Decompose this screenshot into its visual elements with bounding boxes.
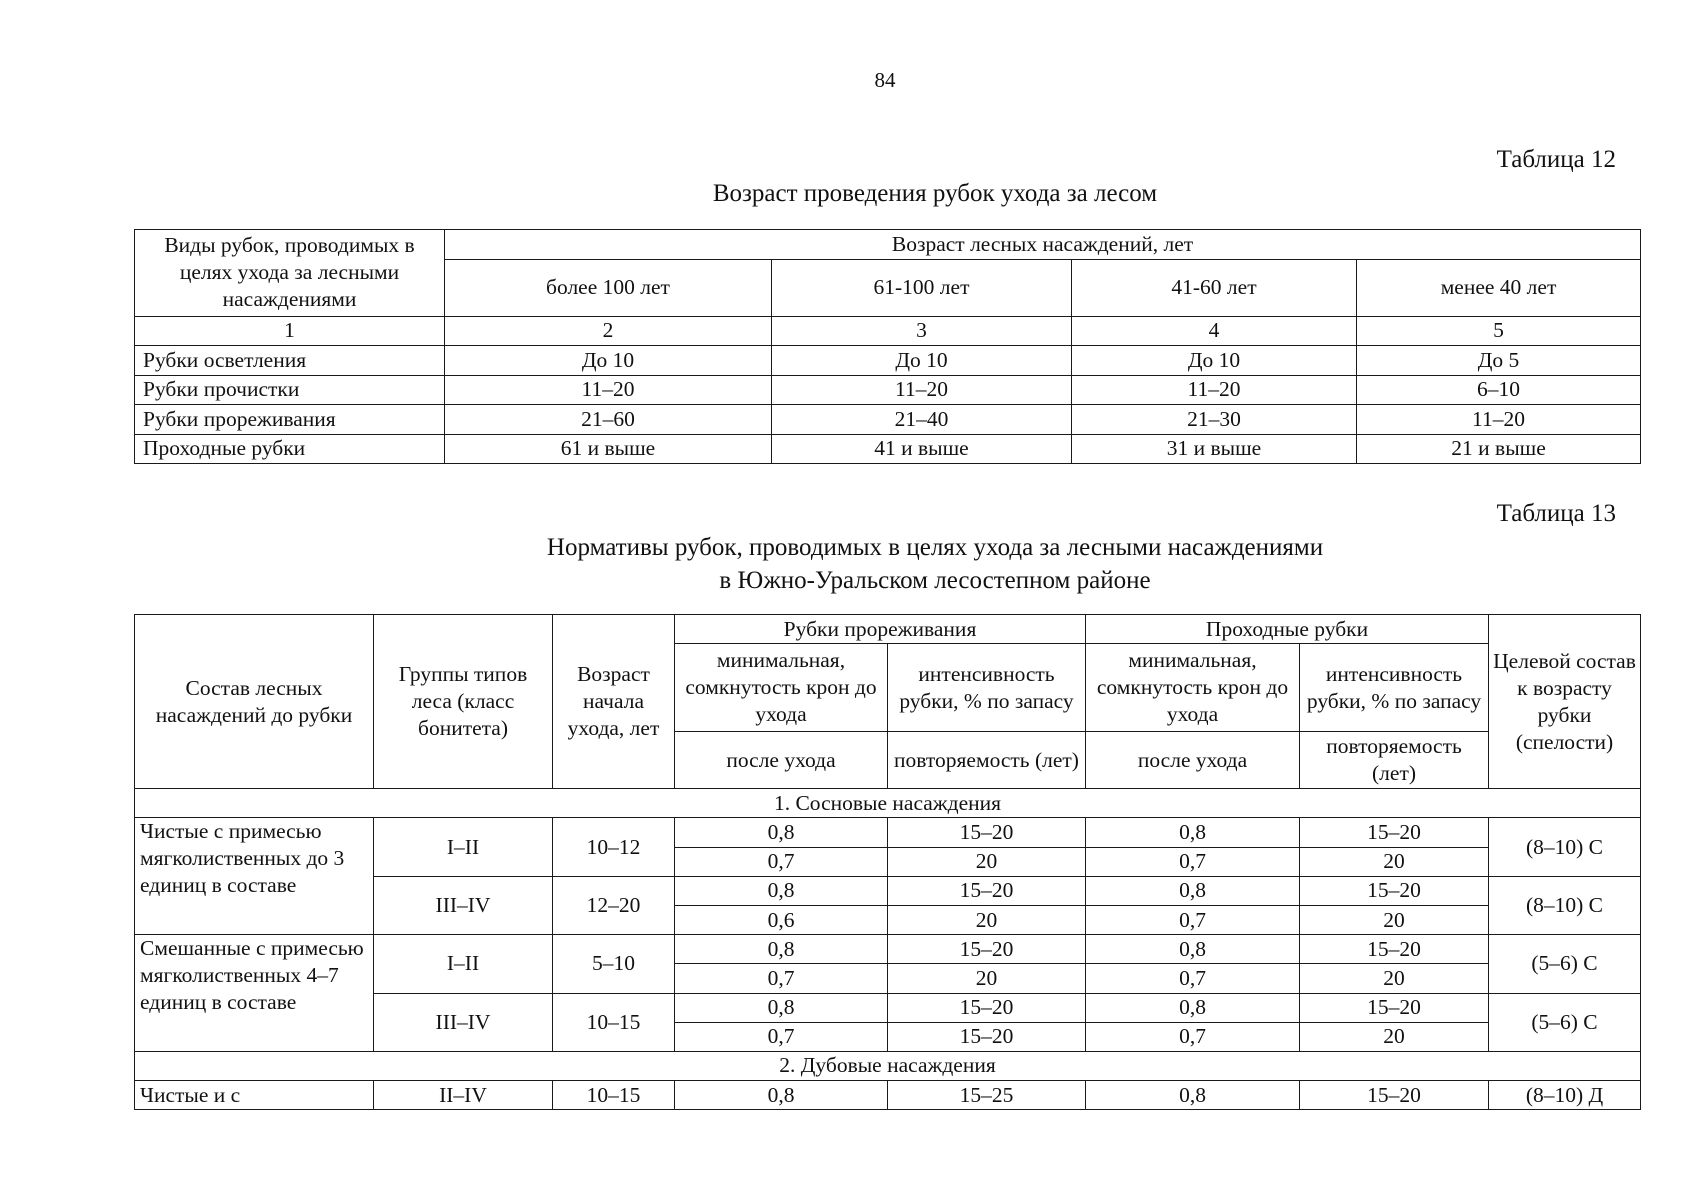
- target-cell: (5–6) С: [1489, 993, 1641, 1051]
- passage-header: Проходные рубки: [1086, 615, 1489, 644]
- intensity-header: интенсивность рубки, % по запасу: [1300, 644, 1489, 732]
- start-age-cell: 5–10: [553, 935, 675, 993]
- table-row: [135, 405, 1641, 435]
- target-cell: (8–10) С: [1489, 876, 1641, 934]
- cell-value: 15–20: [1300, 993, 1489, 1022]
- forest-group-cell: III–IV: [374, 993, 553, 1051]
- cell-value: 20: [1300, 1022, 1489, 1051]
- forest-group-cell: II–IV: [374, 1081, 553, 1110]
- cell-value: 20: [1300, 905, 1489, 934]
- table-13: [134, 614, 1641, 1110]
- section-row: [135, 789, 1641, 818]
- age-column-header: 41-60 лет: [1072, 259, 1357, 316]
- cell-value: 15–25: [888, 1081, 1086, 1110]
- section-row: [135, 1051, 1641, 1080]
- section-oak: 2. Дубовые насаждения: [135, 1051, 1641, 1080]
- row-name: Проходные рубки: [135, 434, 445, 464]
- table-12-label: Таблица 12: [1496, 146, 1616, 173]
- table-row: [135, 375, 1641, 405]
- cell-value: 0,8: [675, 993, 888, 1022]
- cell-value: 0,7: [675, 964, 888, 993]
- cell-value: 20: [888, 847, 1086, 876]
- column-number: 2: [445, 316, 772, 346]
- start-age-cell: 12–20: [553, 876, 675, 934]
- table-12-col1-header: Виды рубок, проводимых в целях ухода за лесными насаждениями: [135, 230, 445, 317]
- composition-cell: Смешанные с примесью мягколиственных 4–7 единиц в составе: [135, 935, 374, 1052]
- min-density-header: минимальная, сомкнутость крон до ухода: [1086, 644, 1300, 732]
- cell-value: 15–20: [888, 935, 1086, 964]
- cell-value: 15–20: [888, 818, 1086, 847]
- column-number: 4: [1072, 316, 1357, 346]
- cell-value: 15–20: [1300, 935, 1489, 964]
- cell-value: 15–20: [1300, 818, 1489, 847]
- cell-value: 20: [1300, 964, 1489, 993]
- cell-value: 0,8: [1086, 818, 1300, 847]
- cell-value: 0,8: [675, 1081, 888, 1110]
- page-number: 84: [874, 68, 896, 92]
- cell-value: 15–20: [888, 876, 1086, 905]
- age-column-header: менее 40 лет: [1357, 259, 1641, 316]
- cell-value: До 5: [1357, 346, 1641, 376]
- forest-group-cell: I–II: [374, 935, 553, 993]
- cell-value: 0,7: [1086, 847, 1300, 876]
- cell-value: 0,8: [675, 935, 888, 964]
- repeat-header: повторяемость (лет): [1300, 732, 1489, 789]
- cell-value: 21–60: [445, 405, 772, 435]
- forest-group-cell: I–II: [374, 818, 553, 876]
- cell-value: 11–20: [1357, 405, 1641, 435]
- table-13-title-line2: в Южно-Уральском лесостепном районе: [719, 567, 1151, 594]
- forest-groups-header: Группы типов леса (класс бонитета): [374, 615, 553, 789]
- start-age-cell: 10–15: [553, 1081, 675, 1110]
- cell-value: До 10: [445, 346, 772, 376]
- table-row: [135, 346, 1641, 376]
- target-cell: (5–6) С: [1489, 935, 1641, 993]
- row-name: Рубки прореживания: [135, 405, 445, 435]
- cell-value: 0,8: [1086, 876, 1300, 905]
- table-row: [135, 818, 1641, 847]
- start-age-header: Возраст начала ухода, лет: [553, 615, 675, 789]
- cell-value: 21–40: [772, 405, 1072, 435]
- forest-group-cell: III–IV: [374, 876, 553, 934]
- cell-value: 11–20: [772, 375, 1072, 405]
- cell-value: 21–30: [1072, 405, 1357, 435]
- cell-value: 41 и выше: [772, 434, 1072, 464]
- cell-value: 0,6: [675, 905, 888, 934]
- cell-value: 15–20: [1300, 1081, 1489, 1110]
- table-13-title-line1: Нормативы рубок, проводимых в целях ухода за лесными насаждениями: [546, 534, 1324, 561]
- cell-value: 0,8: [1086, 993, 1300, 1022]
- table-12-header-row: [135, 230, 1641, 260]
- table-12-group-header: Возраст лесных насаждений, лет: [445, 230, 1641, 260]
- cell-value: До 10: [1072, 346, 1357, 376]
- table-12-title: Возраст проведения рубок ухода за лесом: [712, 180, 1158, 207]
- table-13-header-row-1: [135, 615, 1641, 644]
- column-number: 3: [772, 316, 1072, 346]
- cell-value: 0,8: [1086, 935, 1300, 964]
- cell-value: 20: [888, 905, 1086, 934]
- thinning-header: Рубки прореживания: [675, 615, 1086, 644]
- age-column-header: более 100 лет: [445, 259, 772, 316]
- table-12: [134, 229, 1641, 464]
- cell-value: 0,7: [1086, 905, 1300, 934]
- cell-value: 11–20: [445, 375, 772, 405]
- cell-value: 0,7: [675, 847, 888, 876]
- cell-value: 20: [888, 964, 1086, 993]
- age-column-header: 61-100 лет: [772, 259, 1072, 316]
- target-cell: (8–10) С: [1489, 818, 1641, 876]
- table-12-number-row: [135, 316, 1641, 346]
- cell-value: 0,8: [675, 818, 888, 847]
- composition-header: Состав лесных насаждений до рубки: [135, 615, 374, 789]
- table-row: [135, 935, 1641, 964]
- cell-value: 0,7: [1086, 964, 1300, 993]
- table-row: [135, 1081, 1641, 1110]
- cell-value: 0,7: [675, 1022, 888, 1051]
- table-13-label: Таблица 13: [1496, 500, 1616, 527]
- cell-value: 0,8: [675, 876, 888, 905]
- section-pine: 1. Сосновые насаждения: [135, 789, 1641, 818]
- column-number: 1: [135, 316, 445, 346]
- cell-value: 31 и выше: [1072, 434, 1357, 464]
- intensity-header: интенсивность рубки, % по запасу: [888, 644, 1086, 732]
- row-name: Рубки осветления: [135, 346, 445, 376]
- column-number: 5: [1357, 316, 1641, 346]
- cell-value: 0,8: [1086, 1081, 1300, 1110]
- cell-value: 0,7: [1086, 1022, 1300, 1051]
- cell-value: 20: [1300, 847, 1489, 876]
- cell-value: До 10: [772, 346, 1072, 376]
- cell-value: 61 и выше: [445, 434, 772, 464]
- after-care-header: после ухода: [1086, 732, 1300, 789]
- cell-value: 15–20: [888, 993, 1086, 1022]
- target-cell: (8–10) Д: [1489, 1081, 1641, 1110]
- cell-value: 11–20: [1072, 375, 1357, 405]
- cell-value: 21 и выше: [1357, 434, 1641, 464]
- start-age-cell: 10–15: [553, 993, 675, 1051]
- row-name: Рубки прочистки: [135, 375, 445, 405]
- cell-value: 15–20: [1300, 876, 1489, 905]
- cell-value: 6–10: [1357, 375, 1641, 405]
- start-age-cell: 10–12: [553, 818, 675, 876]
- min-density-header: минимальная, сомкнутость крон до ухода: [675, 644, 888, 732]
- table-row: [135, 434, 1641, 464]
- target-composition-header: Целевой состав к возрасту рубки (спелости): [1489, 615, 1641, 789]
- composition-cell: Чистые и с: [135, 1081, 374, 1110]
- after-care-header: после ухода: [675, 732, 888, 789]
- repeat-header: повторяемость (лет): [888, 732, 1086, 789]
- composition-cell: Чистые с примесью мягколиственных до 3 единиц в составе: [135, 818, 374, 935]
- cell-value: 15–20: [888, 1022, 1086, 1051]
